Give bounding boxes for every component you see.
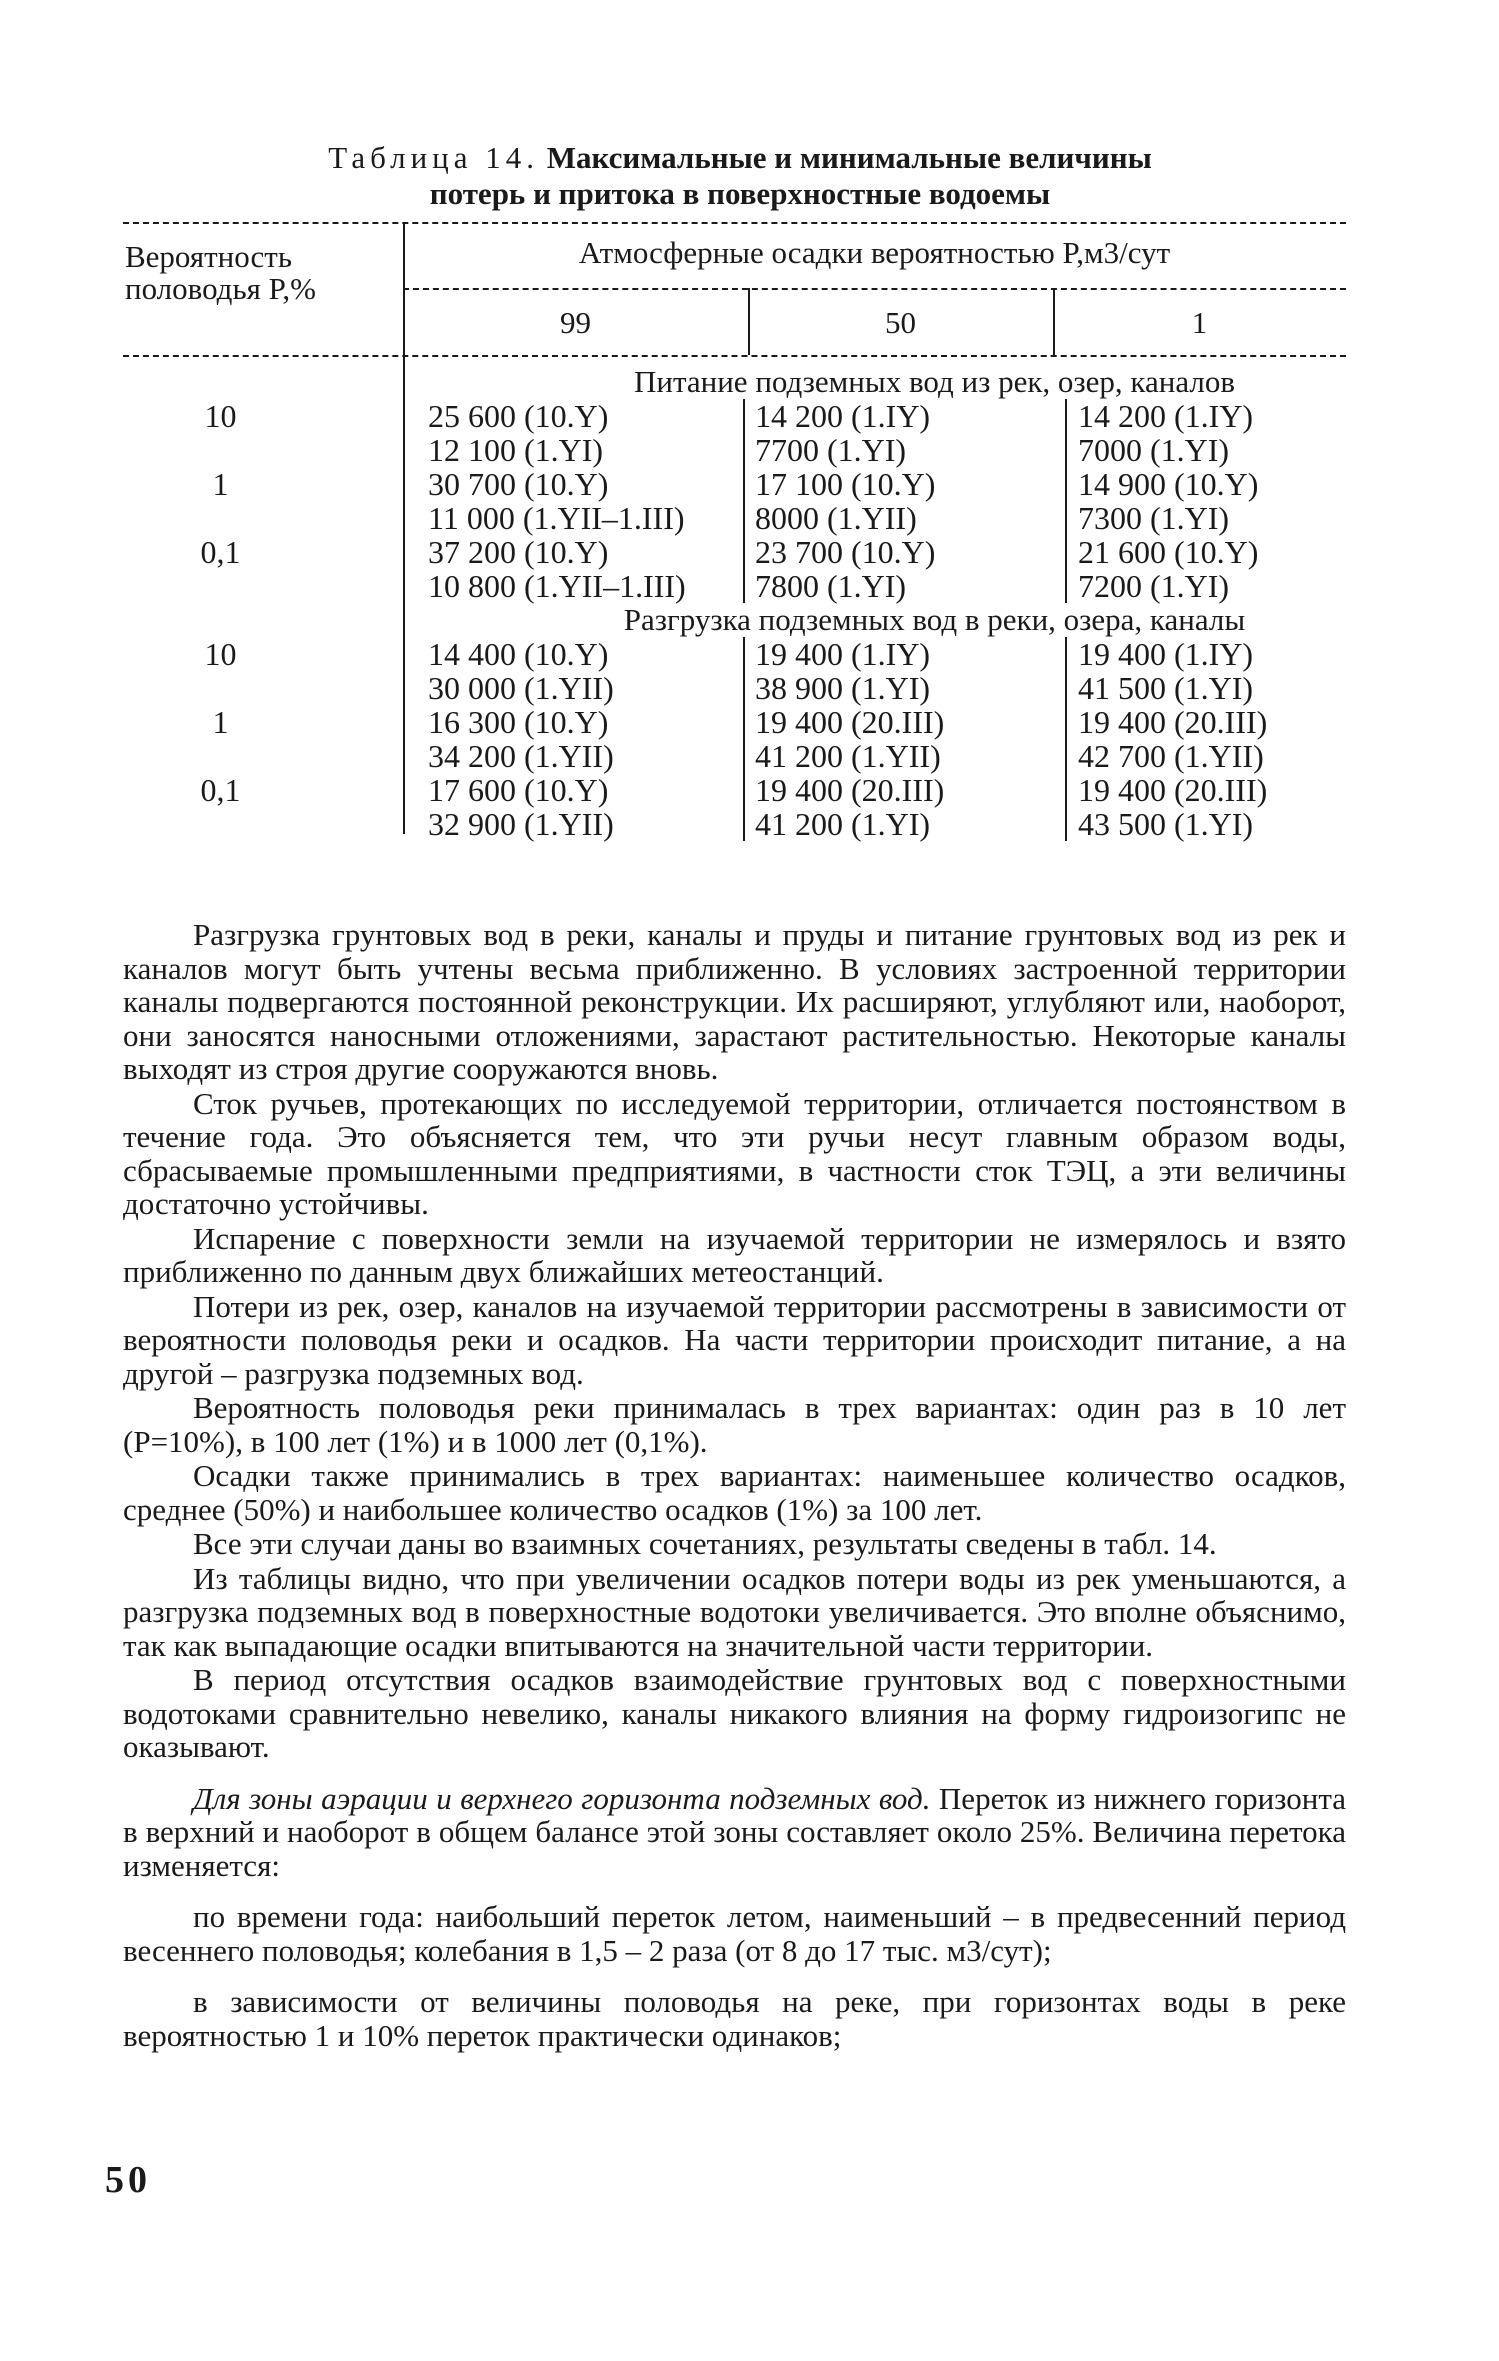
- column-1-recharge: [1078, 399, 1258, 603]
- table-cell: 7800 (1.YI): [755, 568, 907, 604]
- table-header-bottom-rule: [123, 355, 1346, 357]
- section-title-recharge: Питание подземных вод из рек, озер, каналов: [633, 364, 1236, 399]
- table-cell: 7000 (1.YI): [1078, 432, 1230, 468]
- table-cell: 14 400 (10.Y): [428, 636, 609, 672]
- subheader-99: 99: [560, 305, 591, 340]
- table-divider-col1b: [743, 637, 745, 841]
- row-probability: 10: [204, 398, 237, 434]
- table-cell: 30 700 (10.Y): [428, 466, 609, 502]
- column-50-discharge: [755, 637, 944, 841]
- paragraph: Все эти случаи даны во взаимных сочетаниях, результаты сведены в табл. 14.: [193, 1526, 1217, 1561]
- row-probability: 0,1: [200, 534, 241, 570]
- table-cell: 19 400 (20.III): [1078, 772, 1268, 808]
- table-cell: 17 100 (10.Y): [755, 466, 936, 502]
- body-text: [123, 918, 1346, 2053]
- table-cell: 34 200 (1.YII): [428, 738, 614, 774]
- table-cell: 14 200 (1.IY): [755, 398, 931, 434]
- section-heading: Для зоны аэрации и верхнего горизонта подземных вод.: [193, 1780, 931, 1816]
- data-table: [123, 222, 1346, 842]
- column-99-discharge: [428, 637, 614, 841]
- subheader-50: 50: [885, 305, 916, 340]
- table-cell: 10 800 (1.YII–1.III): [428, 568, 686, 604]
- prob-header-line1: Вероятность: [125, 239, 292, 274]
- table-cell: 37 200 (10.Y): [428, 534, 609, 570]
- subheader-1: 1: [1191, 305, 1208, 340]
- table-cell: 14 200 (1.IY): [1078, 398, 1254, 434]
- table-cell: 19 400 (20.III): [755, 704, 945, 740]
- table-divider-col1a: [743, 399, 745, 603]
- paragraph: Вероятность половодья реки принималась в трех вариантах: один раз в 10 лет (P=10%), в 100 лет (1%) и в 1000 лет (0,1%).: [123, 1390, 1346, 1459]
- caption-title-line1: Максимальные и минимальные величины: [546, 140, 1152, 175]
- table-cell: 41 200 (1.YI): [755, 806, 931, 842]
- section-heading-rest: Переток из нижнего горизонта в верхний и наоборот в общем балансе этой зоны составляет около 25%. Величина перетока изменяется:: [123, 1780, 1347, 1883]
- table-cell: 14 900 (10.Y): [1078, 466, 1259, 502]
- table-cell: 7200 (1.YI): [1078, 568, 1230, 604]
- table-cell: 43 500 (1.YI): [1078, 806, 1254, 842]
- column-50-recharge: [755, 399, 935, 603]
- paragraph: Из таблицы видно, что при увеличении осадков потери воды из рек уменьшаются, а разгрузка подземных вод в поверхностные водотоки увеличивается. Это вполне объяснимо, так как выпадающие осадки впитываются на значительной части территории.: [123, 1560, 1346, 1663]
- table-caption: [130, 140, 1350, 212]
- table-cell: 16 300 (10.Y): [428, 704, 609, 740]
- table-top-rule: [123, 222, 1346, 224]
- prob-header-line2: половодья P,%: [125, 271, 316, 306]
- row-probability: 1: [212, 466, 229, 502]
- table-cell: 7300 (1.YI): [1078, 500, 1230, 536]
- table-cell: 11 000 (1.YII–1.III): [428, 500, 685, 536]
- table-cell: 23 700 (10.Y): [755, 534, 936, 570]
- row-probability: 10: [204, 636, 237, 672]
- paragraph: Осадки также принимались в трех вариантах: наименьшее количество осадков, среднее (50%) и наибольшее количество осадков (1%) за 100 лет.: [123, 1458, 1346, 1527]
- list-item: по времени года: наибольший переток летом, наименьший – в предвесенний период весеннего половодья; колебания в 1,5 – 2 раза (от 8 до 17 тыс. м3/сут);: [123, 1899, 1346, 1968]
- table-subheader-rule: [403, 288, 1346, 290]
- table-cell: 17 600 (10.Y): [428, 772, 609, 808]
- section-title-discharge: Разгрузка подземных вод в реки, озера, каналы: [623, 602, 1246, 637]
- paragraph: Испарение с поверхности земли на изучаемой территории не измерялось и взято приближенно по данным двух ближайших метеостанций.: [123, 1220, 1346, 1289]
- table-cell: 25 600 (10.Y): [428, 398, 609, 434]
- table-cell: 7700 (1.YI): [755, 432, 907, 468]
- table-cell: 8000 (1.YII): [755, 500, 917, 536]
- table-cell: 42 700 (1.YII): [1078, 738, 1264, 774]
- paragraph: Сток ручьев, протекающих по исследуемой территории, отличается постоянством в течение года. Это объясняется тем, что эти ручьи несут главным образом воды, сбрасываемые промышленными предприятиями, в частности сток ТЭЦ, а эти величины достаточно устойчивы.: [123, 1085, 1346, 1221]
- table-cell: 12 100 (1.YI): [428, 432, 604, 468]
- page-number: 50: [105, 2159, 151, 2201]
- caption-title-line2: потерь и притока в поверхностные водоемы: [429, 176, 1051, 211]
- table-cell: 41 500 (1.YI): [1078, 670, 1254, 706]
- column-1-discharge: [1078, 637, 1267, 841]
- table-cell: 30 000 (1.YII): [428, 670, 614, 706]
- table-cell: 19 400 (20.III): [1078, 704, 1268, 740]
- table-cell: 19 400 (1.IY): [755, 636, 931, 672]
- row-probability: 0,1: [200, 772, 241, 808]
- table-cell: 32 900 (1.YII): [428, 806, 614, 842]
- paragraph: Потери из рек, озер, каналов на изучаемой территории рассмотрены в зависимости от вероятности половодья реки и осадков. На части территории происходит питание, а на другой – разгрузка подземных вод.: [123, 1288, 1346, 1391]
- table-cell: 19 400 (1.IY): [1078, 636, 1254, 672]
- table-divider-col2a: [1065, 399, 1067, 603]
- table-cell: 41 200 (1.YII): [755, 738, 941, 774]
- table-cell: 19 400 (20.III): [755, 772, 945, 808]
- paragraph: В период отсутствия осадков взаимодействие грунтовых вод с поверхностными водотоками сравнительно невелико, каналы никакого влияния на форму гидроизогипс не оказывают.: [123, 1662, 1346, 1764]
- section-paragraph: [123, 1782, 1346, 1883]
- row-probability: 1: [212, 704, 229, 740]
- table-divider-col2b: [1065, 637, 1067, 841]
- list-item: в зависимости от величины половодья на реке, при горизонтах воды в реке вероятностью 1 и 10% переток практически одинаков;: [123, 1984, 1346, 2053]
- group-header: Атмосферные осадки вероятностью P,м3/сут: [578, 235, 1171, 270]
- column-99-recharge: [428, 399, 686, 603]
- table-cell: 38 900 (1.YI): [755, 670, 931, 706]
- paragraph: Разгрузка грунтовых вод в реки, каналы и пруды и питание грунтовых вод из рек и каналов могут быть учтены весьма приближенно. В условиях застроенной территории каналы подвергаются постоянной реконструкции. Их расширяют, углубляют или, наоборот, они заносятся наносными отложениями, зарастают растительностью. Некоторые каналы выходят из строя другие сооружаются вновь.: [123, 917, 1346, 1086]
- caption-lead: Таблица 14.: [328, 140, 540, 175]
- table-cell: 21 600 (10.Y): [1078, 534, 1259, 570]
